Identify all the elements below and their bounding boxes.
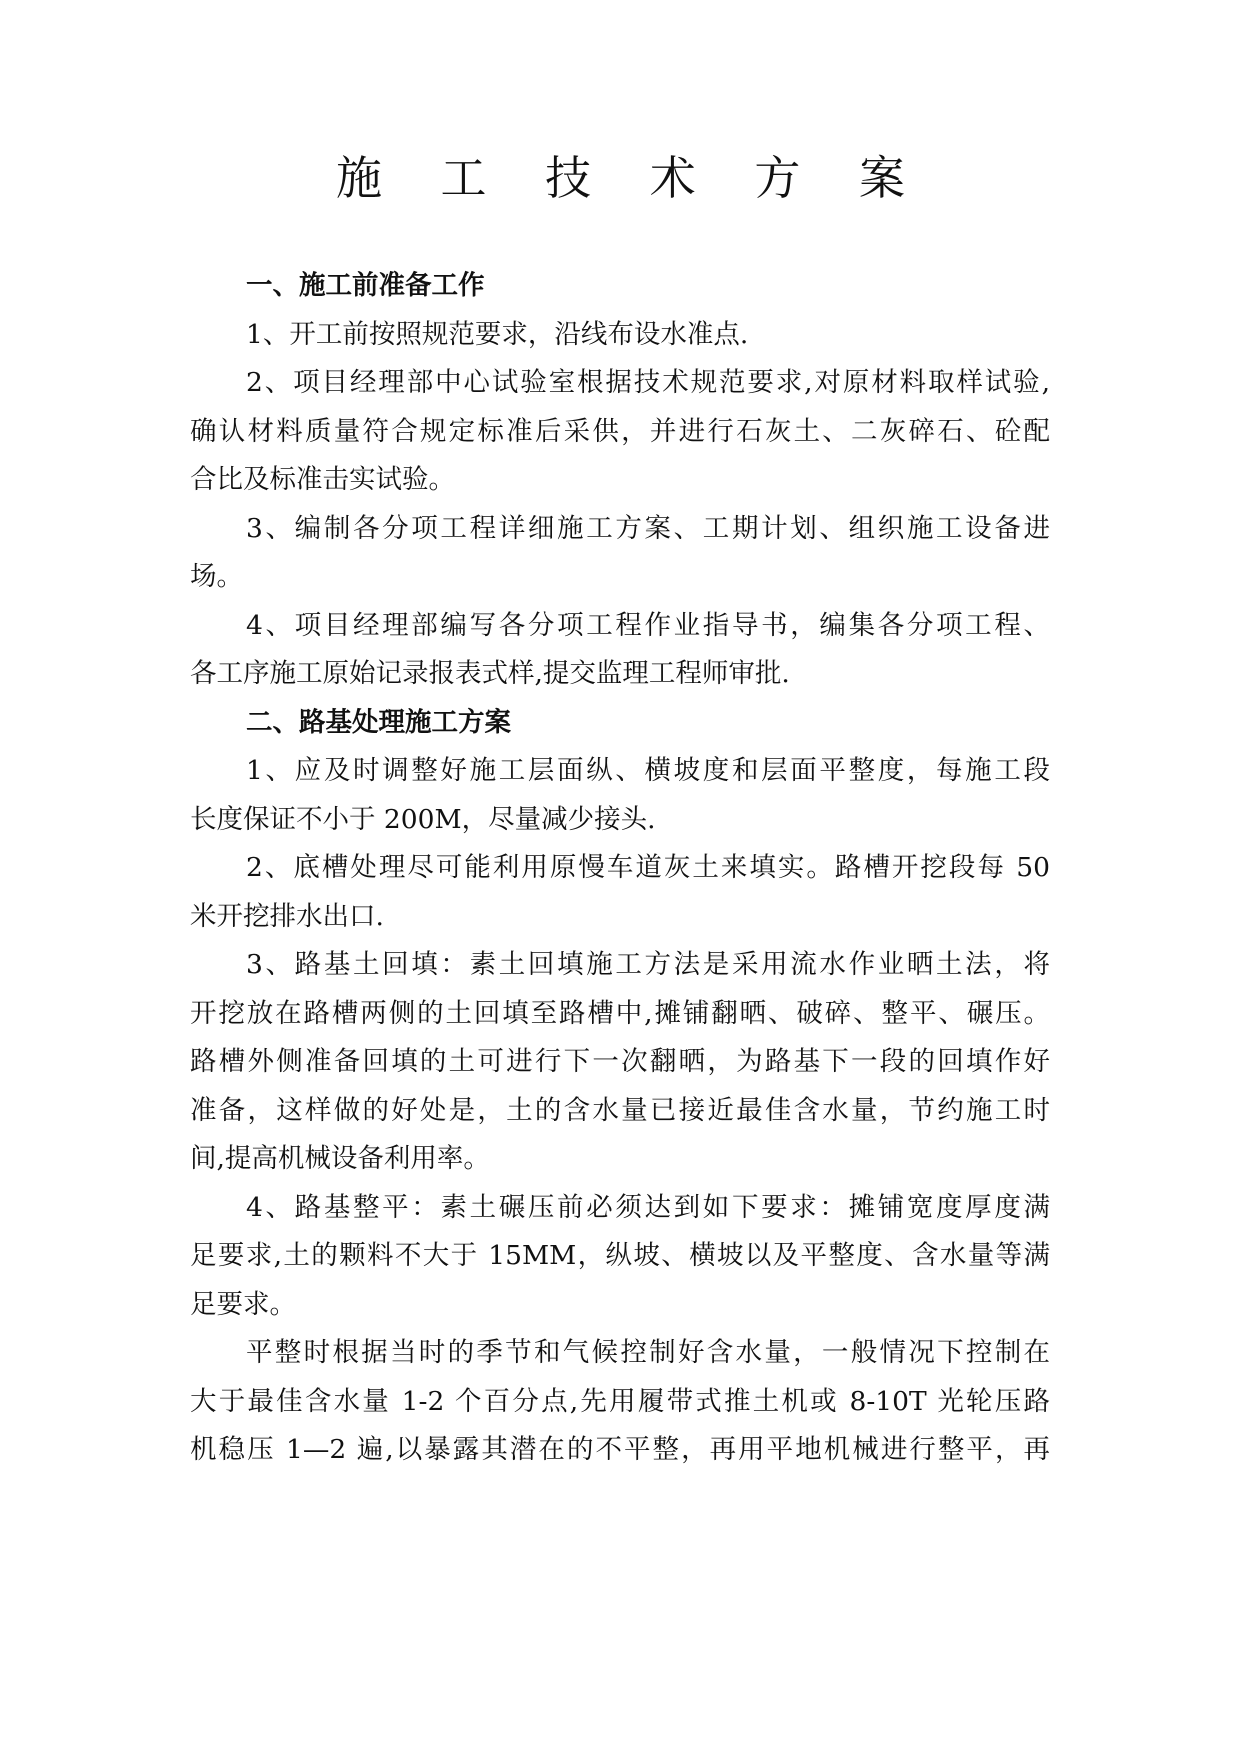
paragraph-line: 路槽外侧准备回填的土可进行下一次翻晒，为路基下一段的回填作好 [190,1046,1050,1077]
paragraph [190,941,1050,1184]
paragraph-line: 合比及标准击实试验。 [190,464,455,495]
paragraph [190,1329,1050,1475]
paragraph [190,747,1050,844]
paragraph-line: 平整时根据当时的季节和气候控制好含水量，一般情况下控制在 [246,1337,1050,1368]
paragraph-line: 米开挖排水出口. [190,900,384,932]
paragraph-line: 1、开工前按照规范要求，沿线布设水准点. [246,318,749,350]
paragraph-line: 4、项目经理部编写各分项工程作业指导书，编集各分项工程、 [246,609,1050,641]
document-body [190,262,1050,1475]
paragraph [190,359,1050,505]
paragraph [190,602,1050,699]
section-heading: 一、施工前准备工作 [246,270,485,301]
paragraph-line: 场。 [190,561,243,592]
paragraph-line: 3、路基土回填：素土回填施工方法是采用流水作业晒土法，将 [246,949,1050,980]
paragraph [190,844,1050,941]
paragraph-line: 3、编制各分项工程详细施工方案、工期计划、组织施工设备进 [246,512,1050,544]
paragraph-line: 各工序施工原始记录报表式样,提交监理工程师审批. [190,658,790,689]
paragraph-line: 机稳压 1—2 遍,以暴露其潜在的不平整，再用平地机械进行整平，再 [190,1434,1050,1465]
paragraph-line: 4、路基整平：素土碾压前必须达到如下要求：摊铺宽度厚度满 [246,1191,1050,1223]
paragraph-line: 长度保证不小于 200M，尽量减少接头. [190,803,656,835]
section-heading: 二、路基处理施工方案 [246,706,511,738]
paragraph-line: 2、底槽处理尽可能利用原慢车道灰土来填实。路槽开挖段每 50 [246,852,1050,883]
paragraph-line: 大于最佳含水量 1-2 个百分点,先用履带式推土机或 8-10T 光轮压路 [190,1385,1050,1417]
paragraph-line: 准备，这样做的好处是，土的含水量已接近最佳含水量，节约施工时 [190,1094,1050,1126]
paragraph-line: 间,提高机械设备利用率。 [190,1143,490,1174]
paragraph-line: 足要求。 [190,1288,296,1320]
document-title: 施 工 技 术 方 案 [335,151,928,205]
paragraph [190,505,1050,602]
paragraph-line: 1、应及时调整好施工层面纵、横坡度和层面平整度，每施工段 [246,755,1050,786]
paragraph-line: 足要求,土的颗料不大于 15MM，纵坡、横坡以及平整度、含水量等满 [190,1240,1050,1271]
paragraph-line: 开挖放在路槽两侧的土回填至路槽中,摊铺翻晒、破碎、整平、碾压。 [190,997,1050,1029]
paragraph-line: 2、项目经理部中心试验室根据技术规范要求,对原材料取样试验, [246,367,1050,398]
paragraph [190,1184,1050,1330]
paragraph [190,311,1050,360]
paragraph-line: 确认材料质量符合规定标准后采供，并进行石灰土、二灰碎石、砼配 [190,415,1050,447]
